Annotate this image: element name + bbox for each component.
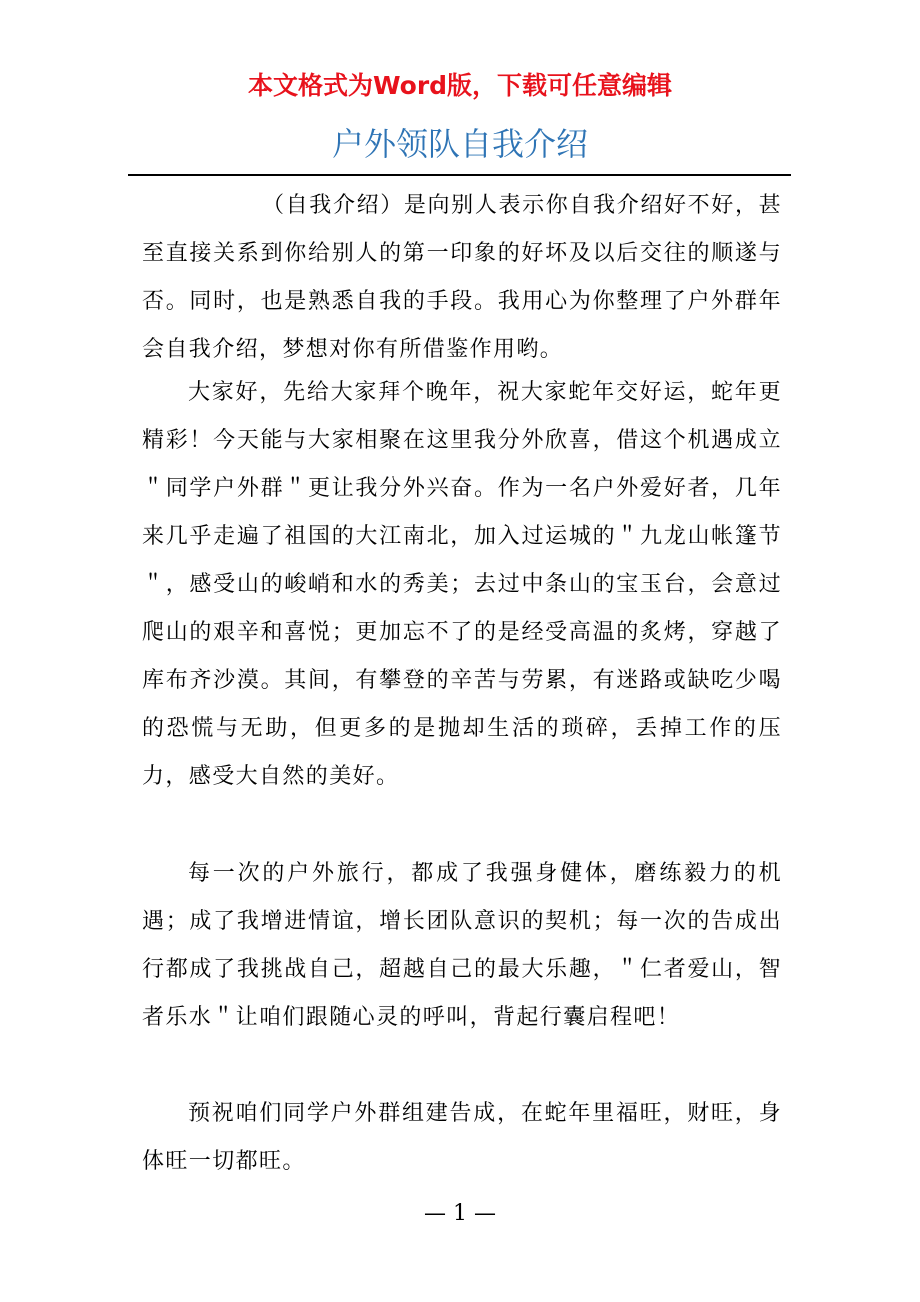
word-format-banner: 本文格式为Word版，下载可任意编辑 — [247, 71, 673, 100]
document-title: 户外领队自我介绍 — [331, 125, 588, 163]
paragraph-outdoor-travel: 每一次的户外旅行，都成了我强身健体，磨练毅力的机遇；成了我增进情谊，增长团队意识的契机；每一次的告成出行都成了我挑战自己，超越自己的最大乐趣，＂仁者爱山，智者乐水＂让咱们跟随心灵的呼叫，背起行囊启程吧！ — [142, 861, 782, 1030]
paragraph-closing-wish: 预祝咱们同学户外群组建告成，在蛇年里福旺，财旺，身体旺一切都旺。 — [142, 1101, 782, 1174]
title-divider — [128, 174, 791, 176]
page-number: — 1 — — [424, 1201, 496, 1226]
paragraph-greeting: 大家好，先给大家拜个晚年，祝大家蛇年交好运，蛇年更精彩！今天能与大家相聚在这里我分外欣喜，借这个机遇成立＂同学户外群＂更让我分外兴奋。作为一名户外爱好者，几年来几乎走遍了祖国的大江南北，加入过运城的＂九龙山帐篷节＂，感受山的峻峭和水的秀美；去过中条山的宝玉台，会意过爬山的艰辛和喜悦；更加忘不了的是经受高温的炙烤，穿越了库布齐沙漠。其间，有攀登的辛苦与劳累，有迷路或缺吃少喝的恐慌与无助，但更多的是抛却生活的琐碎，丢掉工作的压力，感受大自然的美好。 — [142, 380, 782, 789]
paragraph-intro: （自我介绍）是向别人表示你自我介绍好不好，甚至直接关系到你给别人的第一印象的好坏及以后交往的顺遂与否。同时，也是熟悉自我的手段。我用心为你整理了户外群年会自我介绍，梦想对你有所借鉴作用哟。 — [142, 193, 782, 362]
